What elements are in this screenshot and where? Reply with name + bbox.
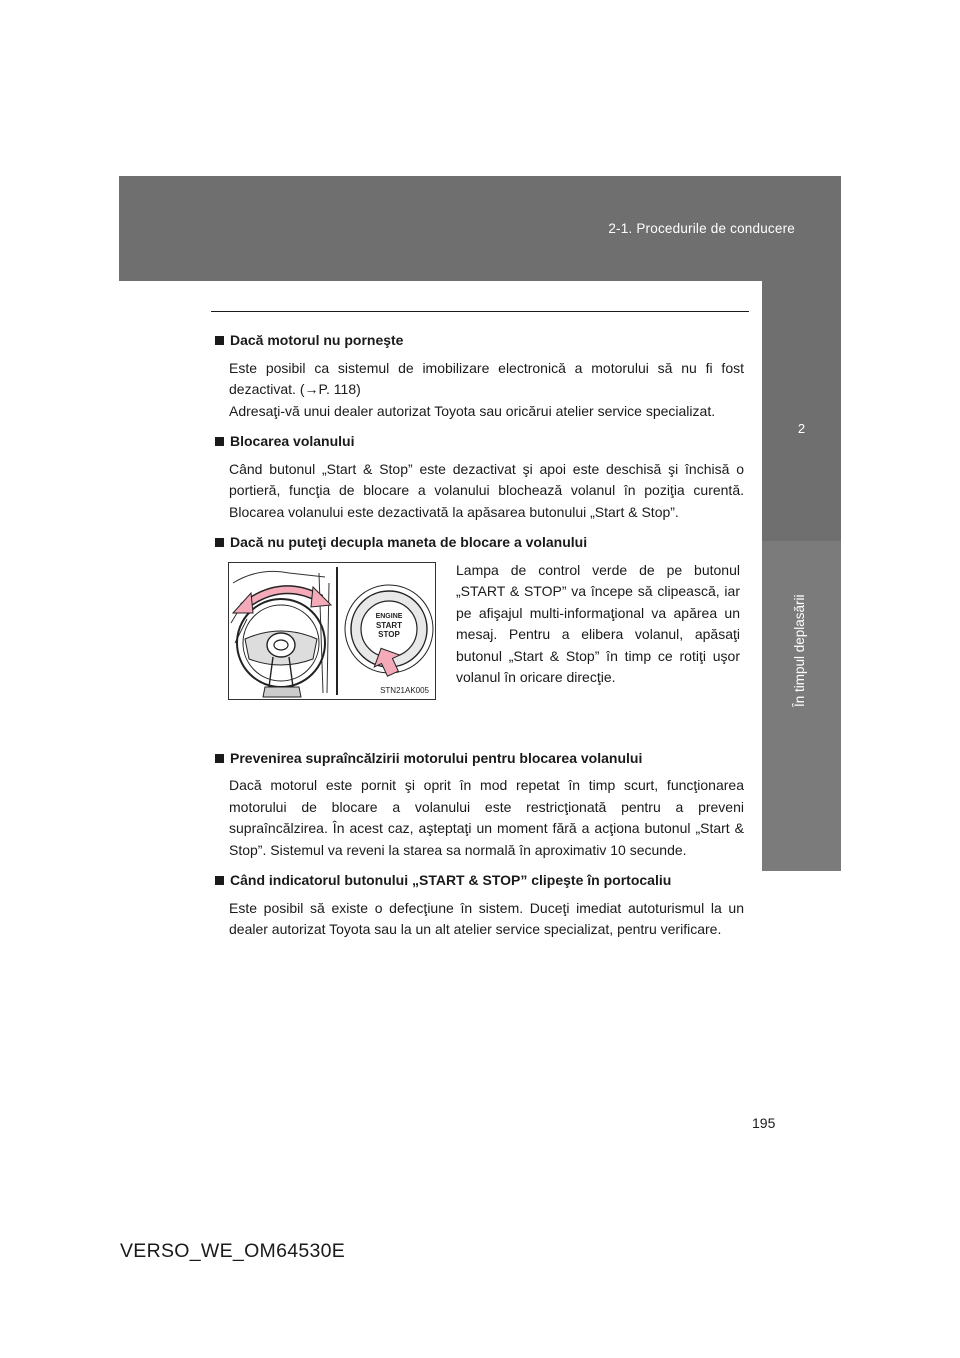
- square-bullet-icon: [215, 336, 224, 345]
- paragraph: Dacă motorul este pornit şi oprit în mod repetat în timp scurt, funcţionarea motorului de blocare a volanului este restricţionată pentru a preveni supraîncălzirea. În acest caz, aşteptaţi un moment fără a acţiona butonul „Start & Stop”. Sistemul va reveni la starea sa normală în aproximativ 10 secunde.: [229, 777, 744, 858]
- square-bullet-icon: [215, 437, 224, 446]
- steering-wheel-illustration: [228, 562, 436, 700]
- figure-row: [212, 560, 744, 740]
- figure-code: STN21AK005: [380, 685, 429, 695]
- chapter-tab: [762, 281, 841, 541]
- section-label: 2-1. Procedurile de conducere: [608, 221, 795, 236]
- square-bullet-icon: [215, 538, 224, 547]
- paragraph: Adresaţi-vă unui dealer autorizat Toyota sau oricărui atelier service specializat.: [229, 402, 716, 419]
- paragraph: Când butonul „Start & Stop” este dezactivat şi apoi este deschisă şi închisă o portieră, funcţia de blocare a volanului blochează volanul în poziţia curentă. Blocarea volanului este dezactivată la apăsarea butonului „Start & Stop”.: [229, 460, 744, 520]
- section-title: Dacă motorul nu porneşte: [212, 330, 744, 352]
- header-band: [119, 176, 841, 281]
- section-title: Când indicatorul butonului „START & STOP” clipeşte în portocaliu: [212, 870, 744, 892]
- chapter-number: 2: [797, 421, 806, 436]
- document-id: VERSO_WE_OM64530E: [120, 1240, 346, 1262]
- button-text-line: START: [375, 620, 403, 630]
- section-title: Blocarea volanului: [212, 431, 744, 453]
- section-body: [229, 459, 744, 524]
- square-bullet-icon: [215, 876, 224, 885]
- section-body: [229, 775, 744, 861]
- figure-caption: Lampa de control verde de pe butonul „START & STOP” va începe să clipească, iar pe afişajul multi-informaţional va apărea un mesaj. Pentru a elibera volanul, apăsaţi butonul „Start & Stop” în timp ce rotiţi uşor volanul în oricare direcţie.: [456, 561, 740, 685]
- chapter-title-tab: [762, 541, 841, 871]
- section-body: [229, 898, 744, 941]
- button-text-line: STOP: [378, 629, 400, 639]
- square-bullet-icon: [215, 754, 224, 763]
- page-content: [212, 330, 744, 950]
- button-text-line: ENGINE: [375, 612, 403, 620]
- paragraph: Este posibil să existe o defecţiune în sistem. Duceţi imediat autoturismul la un dealer autorizat Toyota sau la un alt atelier service specializat, pentru verificare.: [229, 899, 744, 937]
- steering-wheel-drawing: [229, 563, 435, 699]
- chapter-title: În timpul deplasării: [792, 594, 807, 707]
- chapter-tab-upper: [762, 281, 841, 541]
- paragraph: Este posibil ca sistemul de imobilizare electronică a motorului să nu fi fost dezactivat. (→P. 118): [229, 359, 744, 397]
- top-rule: [211, 311, 749, 312]
- section-title: Dacă nu puteţi decupla maneta de blocare a volanului: [212, 532, 744, 554]
- section-body: [229, 358, 744, 423]
- section-title: Prevenirea supraîncălzirii motorului pentru blocarea volanului: [212, 748, 744, 770]
- page-number: 195: [752, 1115, 776, 1131]
